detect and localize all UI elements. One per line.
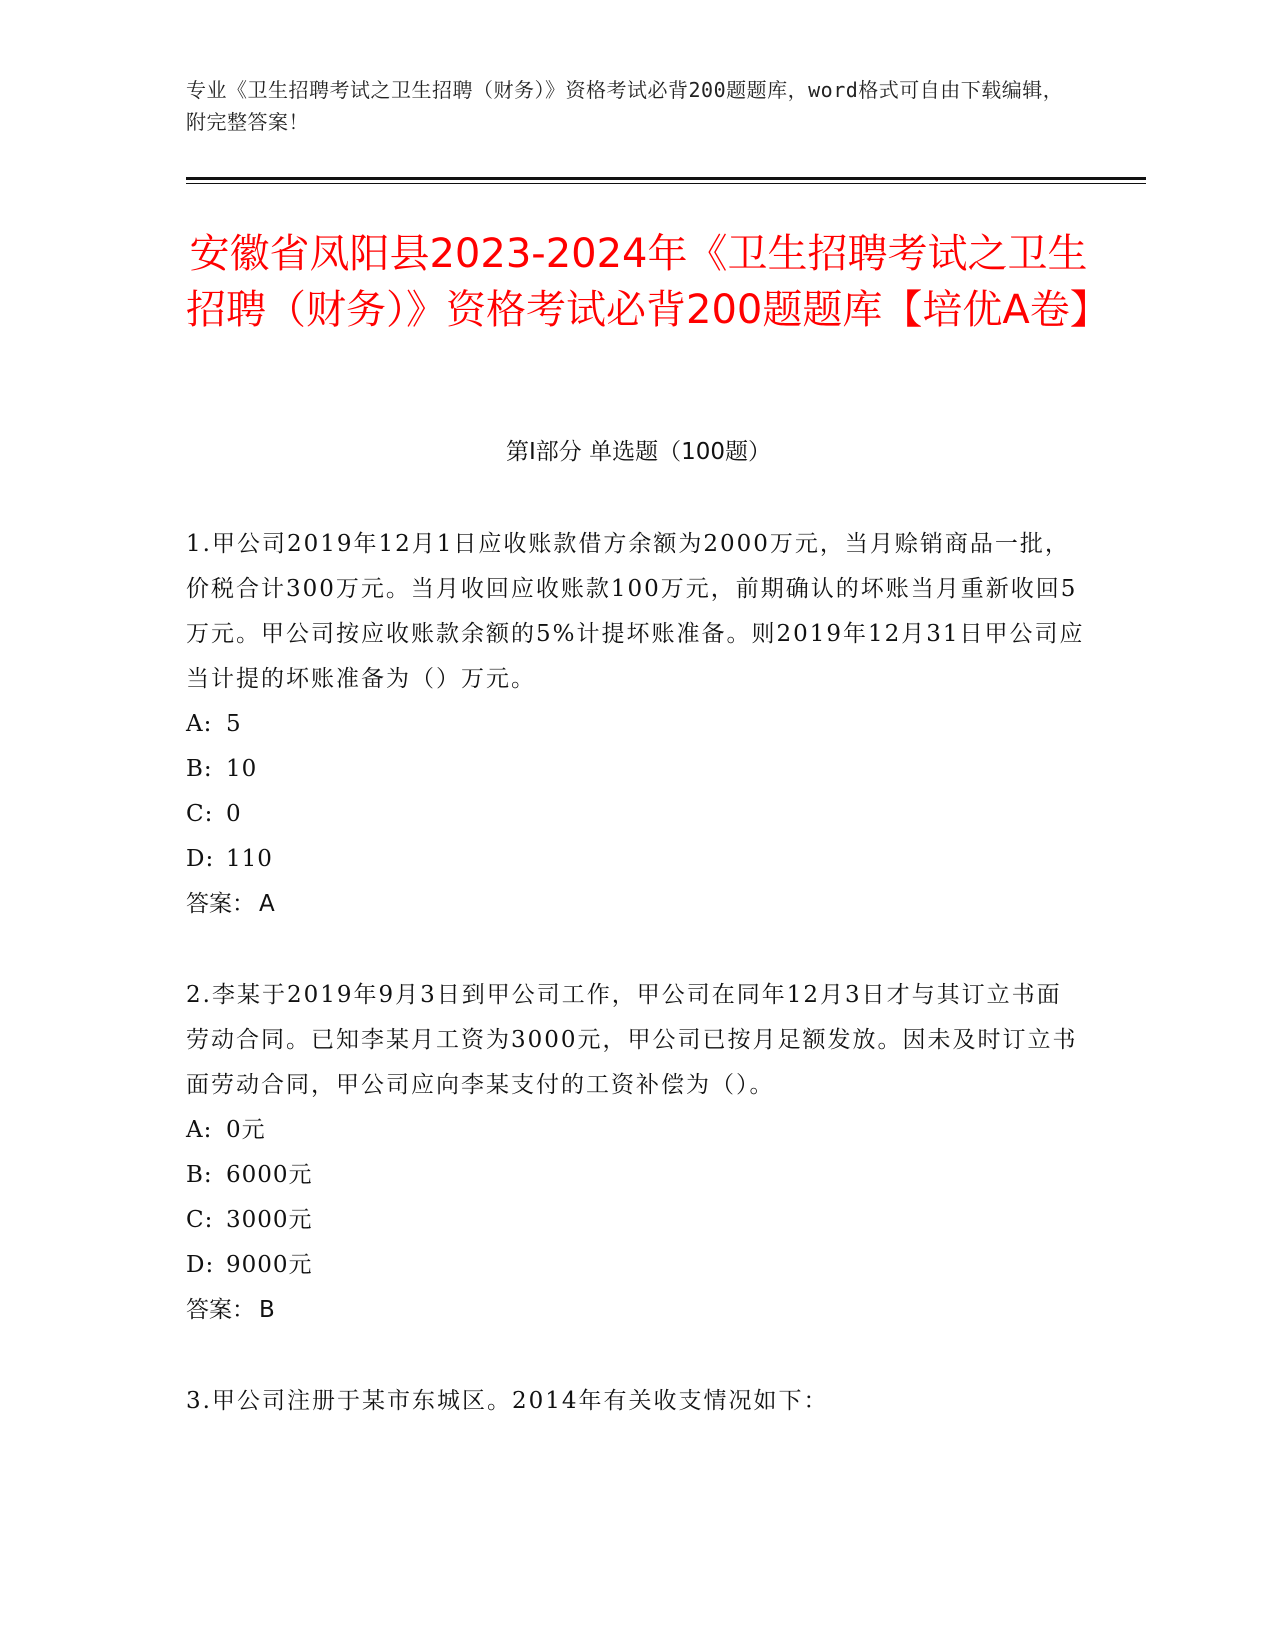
- answer-line: [186, 882, 1086, 927]
- answer-label: 答案：: [186, 891, 255, 917]
- option-text: 3000元: [226, 1207, 313, 1233]
- header-rule-thin: [186, 183, 1146, 184]
- question-3: [186, 1379, 1086, 1424]
- option-text: 6000元: [226, 1162, 313, 1188]
- question-list: [186, 522, 1086, 1470]
- answer-value: B: [259, 1297, 275, 1323]
- option-letter: A:: [186, 711, 213, 737]
- option-c: [186, 1198, 1086, 1243]
- option-letter: D:: [186, 1252, 215, 1278]
- section-heading: 第Ⅰ部分 单选题（100题）: [506, 439, 771, 465]
- header-rule-thick: [186, 177, 1146, 180]
- option-letter: D:: [186, 846, 215, 872]
- option-text: 10: [226, 756, 258, 782]
- question-stem: 1.甲公司2019年12月1日应收账款借方余额为2000万元，当月赊销商品一批，价税合计300万元。当月收回应收账款100万元，前期确认的坏账当月重新收回5万元。甲公司按应收账款余额的5%计提坏账准备。则2019年12月31日甲公司应当计提的坏账准备为（）万元。: [186, 531, 1085, 692]
- option-text: 5: [226, 711, 242, 737]
- option-letter: B:: [186, 1162, 213, 1188]
- option-text: 0元: [226, 1117, 266, 1143]
- option-b: [186, 1153, 1086, 1198]
- option-letter: B:: [186, 756, 213, 782]
- option-d: [186, 1243, 1086, 1288]
- option-text: 0: [226, 801, 242, 827]
- option-letter: C:: [186, 801, 214, 827]
- answer-value: A: [259, 891, 275, 917]
- option-text: 110: [226, 846, 273, 872]
- question-2: [186, 973, 1086, 1333]
- answer-label: 答案：: [186, 1297, 255, 1323]
- option-letter: C:: [186, 1207, 214, 1233]
- option-c: [186, 792, 1086, 837]
- document-title: 安徽省凤阳县2023-2024年《卫生招聘考试之卫生招聘（财务）》资格考试必背200题题库【培优A卷】: [186, 231, 1110, 333]
- question-stem: 3.甲公司注册于某市东城区。2014年有关收支情况如下：: [186, 1388, 829, 1414]
- option-text: 9000元: [226, 1252, 313, 1278]
- question-1: [186, 522, 1086, 927]
- option-b: [186, 747, 1086, 792]
- option-a: [186, 1108, 1086, 1153]
- option-a: [186, 702, 1086, 747]
- question-stem: 2.李某于2019年9月3日到甲公司工作，甲公司在同年12月3日才与其订立书面劳动合同。已知李某月工资为3000元，甲公司已按月足额发放。因未及时订立书面劳动合同，甲公司应向李某支付的工资补偿为（）。: [186, 982, 1078, 1098]
- option-letter: A:: [186, 1117, 213, 1143]
- answer-line: [186, 1288, 1086, 1333]
- option-d: [186, 837, 1086, 882]
- header-note: 专业《卫生招聘考试之卫生招聘（财务）》资格考试必背200题题库，word格式可自由下载编辑，附完整答案！: [186, 78, 1064, 134]
